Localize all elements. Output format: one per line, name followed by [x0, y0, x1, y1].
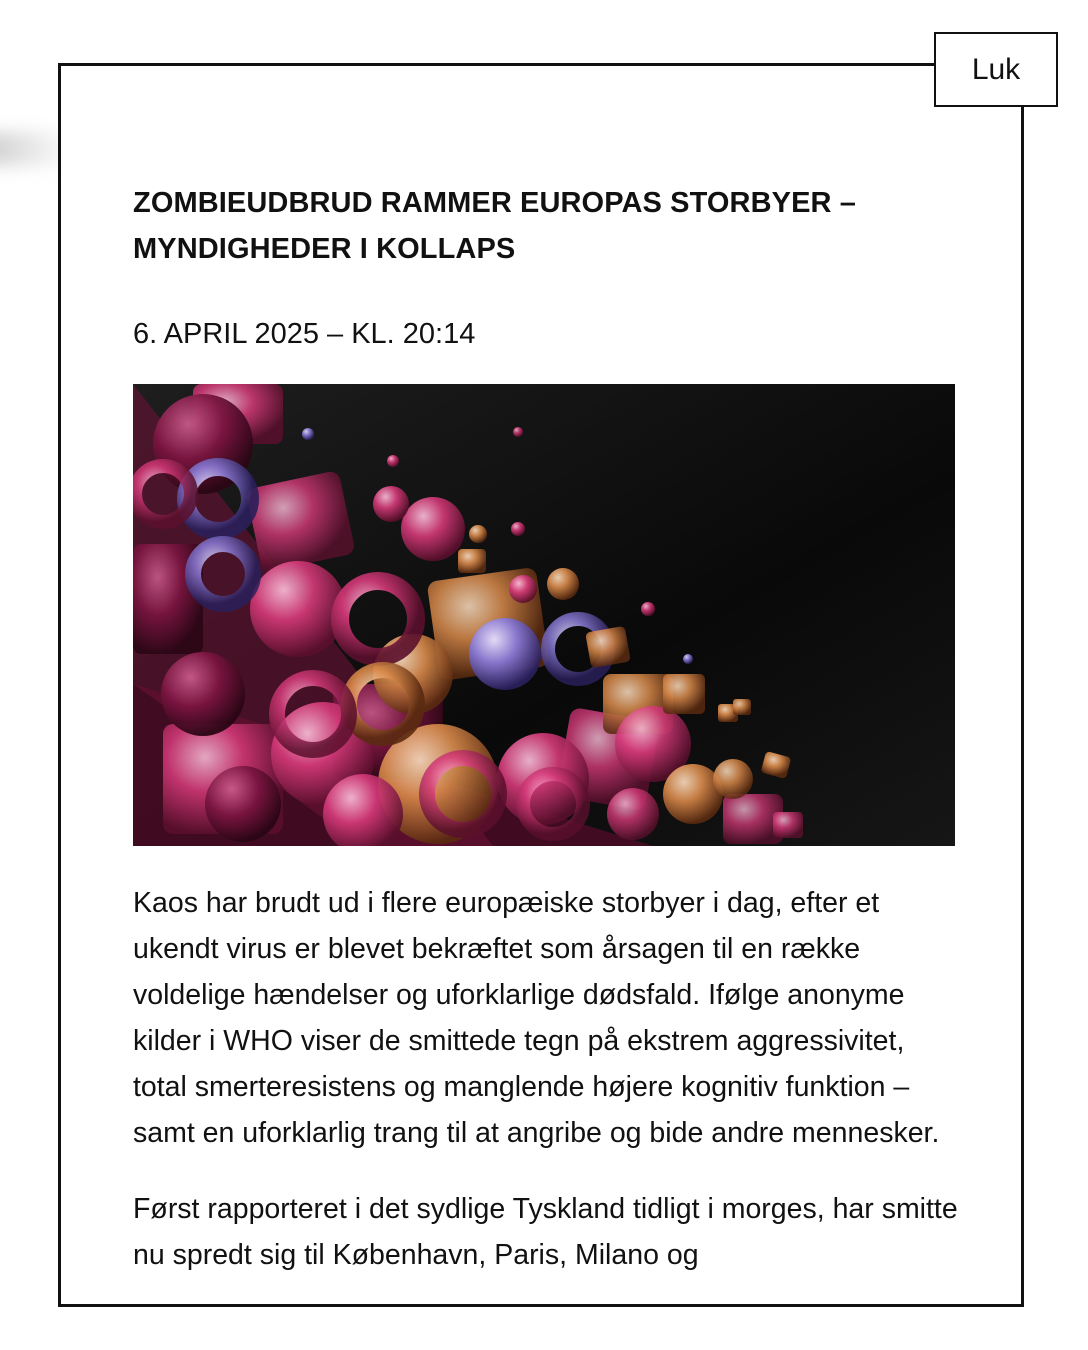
article-paragraph: Kaos har brudt ud i flere europæiske storbyer i dag, efter et ukendt virus er blevet bekræftet som årsagen til en række voldelige hændelser og uforklarlige dødsfald. Ifølge anonyme kilder i WHO viser de smittede tegn på ekstrem aggressivitet, total smerteresistens og manglende højere kognitiv funktion – samt en uforklarlig trang til at angribe og bide andre mennesker. — [133, 887, 940, 1149]
glass-shapes-illustration — [133, 384, 955, 846]
article-dialog — [58, 63, 1024, 1307]
article-content — [133, 180, 963, 1278]
article-headline — [133, 180, 963, 272]
article-hero-image — [133, 384, 955, 846]
article-paragraph: Først rapporteret i det sydlige Tyskland tidligt i morges, har smitte nu spredt sig til København, Paris, Milano og — [133, 1193, 958, 1271]
headline-line-1: ZOMBIEUDBRUD RAMMER EUROPAS STORBYER – — [133, 187, 856, 219]
headline-line-2: MYNDIGHEDER I KOLLAPS — [133, 233, 516, 265]
article-dateline: 6. APRIL 2025 – KL. 20:14 — [133, 318, 476, 350]
close-button[interactable]: Luk — [934, 32, 1058, 107]
